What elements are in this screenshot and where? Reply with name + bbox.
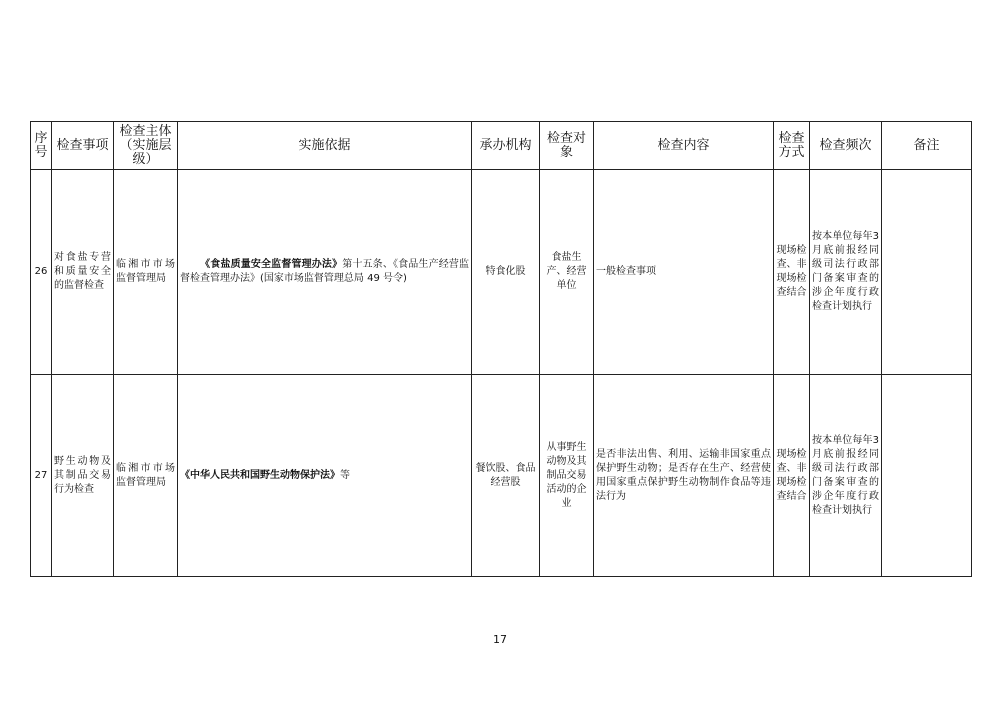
inspection-frequency: 按本单位每年3月底前报经同级司法行政部门备案审查的涉企年度行政检查计划执行 <box>810 170 882 375</box>
inspection-table <box>30 121 972 577</box>
header-serial-no: 序号 <box>31 122 52 170</box>
legal-basis <box>178 170 472 375</box>
header-content: 检查内容 <box>594 122 774 170</box>
header-method: 检查方式 <box>774 122 810 170</box>
inspection-subject: 临湘市市场监督管理局 <box>114 170 178 375</box>
inspection-content: 一般检查事项 <box>594 170 774 375</box>
page-number: 17 <box>493 633 507 646</box>
legal-basis-detail: 等 <box>340 469 350 481</box>
inspection-target: 食盐生产、经营单位 <box>540 170 594 375</box>
header-frequency: 检查频次 <box>810 122 882 170</box>
header-row <box>31 122 972 170</box>
remark <box>882 375 972 577</box>
legal-basis-title: 《食盐质量安全监督管理办法》 <box>200 259 343 270</box>
header-legal-basis: 实施依据 <box>178 122 472 170</box>
header-inspection-item: 检查事项 <box>52 122 114 170</box>
inspection-method: 现场检查、非现场检查结合 <box>774 170 810 375</box>
legal-basis-detail: 第十五条、《食品生产经营监督检查管理办法》(国家市场监督管理总局 49 号令) <box>180 259 470 284</box>
inspection-item: 对食盐专营和质量安全的监督检查 <box>52 170 114 375</box>
inspection-content: 是否非法出售、利用、运输非国家重点保护野生动物；是否存在生产、经营使用国家重点保护野生动物制作食品等违法行为 <box>594 375 774 577</box>
serial-no: 26 <box>31 170 52 375</box>
header-remark: 备注 <box>882 122 972 170</box>
table-row <box>31 375 972 577</box>
legal-basis <box>178 375 472 577</box>
inspection-item: 野生动物及其制品交易行为检查 <box>52 375 114 577</box>
table-row <box>31 170 972 375</box>
header-inspection-subject: 检查主体（实施层级） <box>114 122 178 170</box>
agency: 特食化股 <box>472 170 540 375</box>
header-target: 检查对象 <box>540 122 594 170</box>
legal-basis-title: 《中华人民共和国野生动物保护法》 <box>180 469 340 481</box>
header-agency: 承办机构 <box>472 122 540 170</box>
serial-no: 27 <box>31 375 52 577</box>
inspection-target: 从事野生动物及其制品交易活动的企业 <box>540 375 594 577</box>
inspection-subject: 临湘市市场监督管理局 <box>114 375 178 577</box>
agency: 餐饮股、食品经营股 <box>472 375 540 577</box>
inspection-frequency: 按本单位每年3月底前报经同级司法行政部门备案审查的涉企年度行政检查计划执行 <box>810 375 882 577</box>
remark <box>882 170 972 375</box>
inspection-method: 现场检查、非现场检查结合 <box>774 375 810 577</box>
